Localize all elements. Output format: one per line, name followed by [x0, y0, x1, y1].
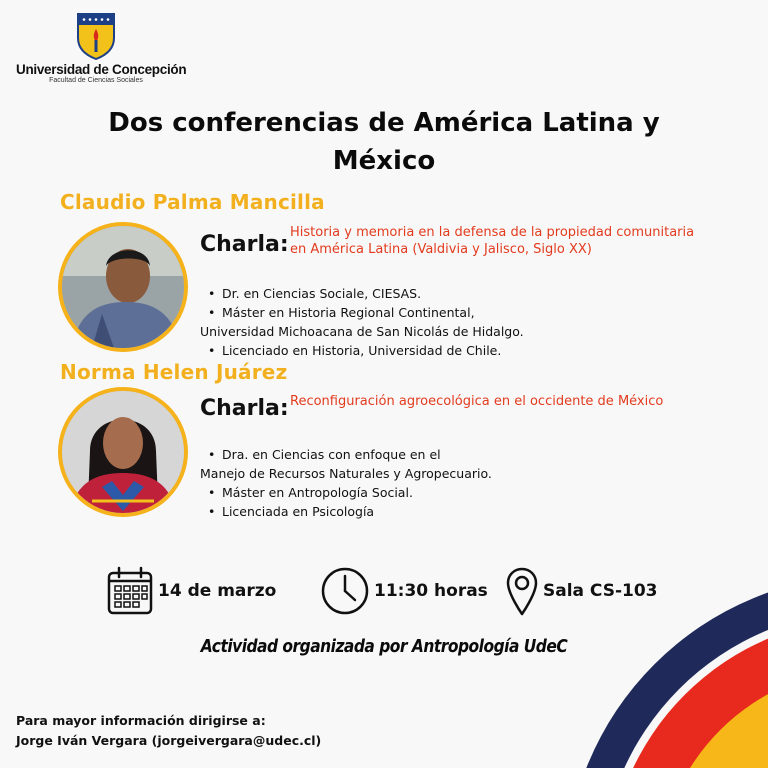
credential-item: • Máster en Antropología Social.: [200, 483, 620, 502]
speaker-1-credentials: [200, 284, 620, 360]
credential-item: • Dra. en Ciencias con enfoque en el: [200, 445, 620, 464]
speaker-1-name: Claudio Palma Mancilla: [60, 190, 325, 214]
credential-item: • Licenciada en Psicología: [200, 502, 620, 521]
university-logo: [16, 12, 187, 84]
speaker-2-charla-label: Charla:: [200, 396, 289, 421]
event-date: [106, 566, 276, 616]
event-time-text: 11:30 horas: [374, 581, 488, 601]
contact-line-2: Jorge Iván Vergara (jorgeivergara@udec.cl): [16, 733, 322, 748]
credential-item: • Dr. en Ciencias Sociale, CIESAS.: [200, 284, 620, 303]
credential-item: Universidad Michoacana de San Nicolás de Hidalgo.: [200, 324, 524, 339]
event-time: [320, 566, 488, 616]
event-room: [505, 566, 658, 616]
calendar-icon: [106, 566, 154, 616]
faculty-name: Facultad de Ciencias Sociales: [49, 77, 143, 84]
event-room-text: Sala CS-103: [543, 581, 658, 601]
contact-info: [16, 711, 321, 751]
speaker-1-photo: [58, 222, 188, 352]
page-title: Dos conferencias de América Latina y México: [108, 108, 660, 176]
clock-icon: [320, 566, 370, 616]
university-name: Universidad de Concepción: [16, 62, 187, 77]
credential-item: Manejo de Recursos Naturales y Agropecuario.: [200, 466, 492, 481]
speaker-1-charla-label: Charla:: [200, 232, 289, 257]
contact-line-1: Para mayor información dirigirse a:: [16, 713, 266, 728]
speaker-1-talk-title: Historia y memoria en la defensa de la propiedad comunitaria en América Latina (Valdivia y Jalisco, Siglo XX): [290, 225, 695, 257]
organizer-note: Actividad organizada por Antropología UdeC: [200, 636, 568, 657]
speaker-2-talk-title: Reconfiguración agroecológica en el occidente de México: [290, 394, 664, 409]
event-date-text: 14 de marzo: [158, 581, 277, 601]
speaker-2-credentials: [200, 445, 620, 521]
speaker-2-name: Norma Helen Juárez: [60, 360, 288, 384]
credential-item: • Máster en Historia Regional Continental,: [200, 303, 620, 322]
speaker-2-photo: [58, 387, 188, 517]
location-pin-icon: [505, 566, 539, 616]
university-crest-icon: [76, 12, 116, 60]
credential-item: • Licenciado en Historia, Universidad de Chile.: [200, 341, 620, 360]
